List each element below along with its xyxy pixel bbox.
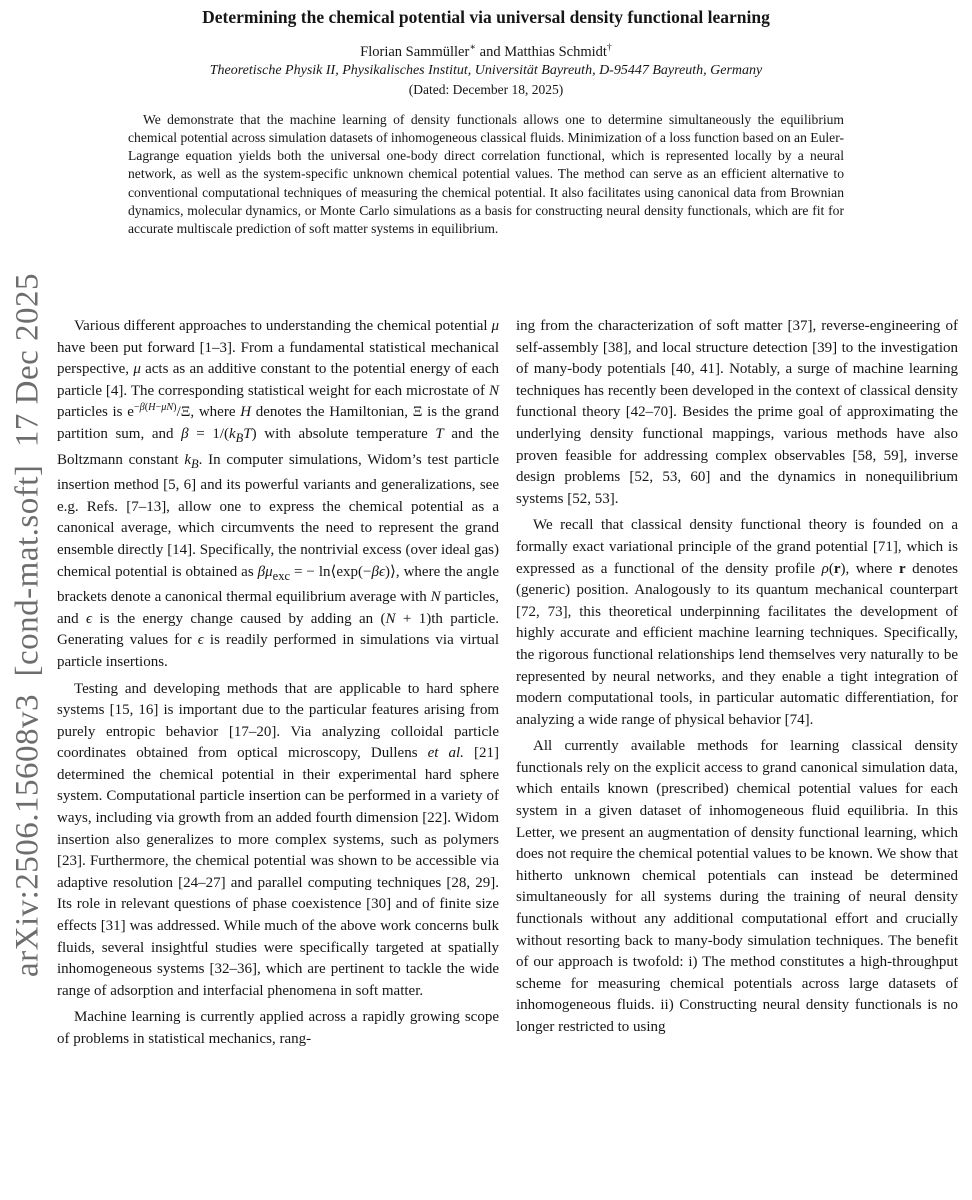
affiliation-line: Theoretische Physik II, Physikalisches Institut, Universität Bayreuth, D-95447 Bayreuth, Germany (209, 62, 763, 78)
paper-title: Determining the chemical potential via universal density functional learning (202, 7, 770, 27)
right-column (516, 316, 958, 1056)
date-line: (Dated: December 18, 2025) (408, 81, 564, 97)
arxiv-stamp: arXiv:2506.15608v3 [cond-mat.soft] 17 Dec 2025 (9, 272, 46, 978)
left-column (57, 316, 499, 1056)
abstract: We demonstrate that the machine learning of density functionals allows one to determine simultaneously the equilibrium chemical potential across simulation datasets of inhomogeneous classical fluids. Minimization of a loss function based on an Euler-Lagrange equation yields both the universal one-body direct correlation functional, which is represented locally by a neural network, as well as the system-specific unknown chemical potential values. The method can serve as an efficient alternative to conventional computational techniques of measuring the chemical potential. It also facilitates using canonical data from Brownian dynamics, molecular dynamics, or Monte Carlo simulations as a basis for constructing neural density functionals, which are fit for accurate multiscale prediction of soft matter systems in equilibrium. (128, 111, 844, 237)
paragraph-dft-recall: We recall that classical density functional theory is founded on a formally exact variational principle of the grand potential [71], which is expressed as a functional of the density profile ρ(r), where r denotes (generic) position. Analogously to its quantum mechanical counterpart [72, 73], this theoretical underpinning facilitates the development of highly accurate and efficient machine learning techniques. Specifically, the rigorous functional relationships lend themselves very naturally to be represented by neural networks, and they enable a tight integration of modern computational tools, in particular automatic differentiation, for analyzing a wide range of physical behavior [74]. (516, 517, 959, 728)
paragraph-ml-continued: ing from the characterization of soft matter [37], reverse-engineering of self-assembly [38], and local structure detection [39] to the investigation of many-body potentials [40, 41]. Notably, a surge of machine learning techniques has recently been developed in the context of classical density functional theory [42–70]. Besides the prime goal of approximating the underlying density functional mappings, various methods have also proven feasible for addressing complex observables [58, 59], inverse design problems [52, 53, 60] and the dynamics in nonequilibrium systems [52, 53]. (516, 318, 958, 507)
paragraph-intro: Various different approaches to understanding the chemical potential μ have been put forward [1–3]. From a fundamental statistical mechanical perspective, μ acts as an additive constant to the potential energy of each particle [4]. The corresponding statistical weight for each microstate of N particles is $e^{-\beta(H-\mu N)}/\Xi$, where H denotes the Hamiltonian, Ξ is the grand partition sum, and $\beta = 1/(k_BT)$ with absolute temperature T and the Boltzmann constant $k_B$. In computer simulations, Widom’s test particle insertion method [5, 6] and its powerful variants and generalizations, see e.g. Refs. [7–13], allow one to express the chemical potential as a canonical average, which circumvents the need to represent the grand ensemble directly [14]. Specifically, the nontrivial excess (over ideal gas) chemical potential is obtained as $\beta\mu_{exc}$ = − ln⟨exp(−βϵ)⟩, where the angle brackets denote a canonical thermal equilibrium average with N particles, and ϵ is the energy change caused by adding an (N + 1)th particle. Generating values for ϵ is readily performed in simulations via virtual particle insertions. (57, 318, 499, 670)
paragraph-letter-contribution: All currently available methods for learning classical density functionals rely on the explicit access to grand canonical simulation data, which entails known (prescribed) chemical potential values for each system in a given dataset of inhomogeneous fluid equilibria. In this Letter, we present an augmentation of density functional learning, which does not require the chemical potential values to be known. We show that hitherto unknown chemical potentials can instead be determined simultaneously for all systems during the training of neural density functionals without any additional computational effort and crucially without resorting back to many-body simulation techniques. The benefit of our approach is twofold: i) The method constitutes a high-throughput scheme for measuring chemical potentials across large datasets of inhomogeneous fluids. ii) Constructing neural density functionals is no longer restricted to using (516, 738, 958, 1035)
paragraph-machine-learning: Machine learning is currently applied across a rapidly growing scope of problems in statistical mechanics, rang- (57, 1009, 499, 1047)
paper-header (0, 0, 972, 98)
author-line: Florian Sammüller∗ and Matthias Schmidt† (360, 42, 612, 60)
body-columns (57, 316, 958, 1056)
paragraph-hard-spheres: Testing and developing methods that are applicable to hard sphere systems [15, 16] is important due to the particular features arising from purely entropic behavior [17–20]. Via analyzing colloidal particle coordinates obtained from optical microscopy, Dullens et al. [21] determined the chemical potential in their experimental hard sphere system. Computational particle insertion can be performed in a variety of ways, including via growth from an added fourth dimension [22]. Widom insertion also generalizes to more complex systems, such as polymers [23]. Furthermore, the chemical potential was shown to be accessible via adaptive resolution [24–27] and parallel computing techniques [28, 29]. Its role in relevant questions of phase coexistence [30] and of finite size effects [31] was addressed. While much of the above work concerns bulk fluids, several insightful studies were specifically targeted at spatially inhomogeneous systems [32–36], which are pertinent to tackle the wide range of adsorption and interfacial phenomena in soft matter. (57, 680, 499, 999)
